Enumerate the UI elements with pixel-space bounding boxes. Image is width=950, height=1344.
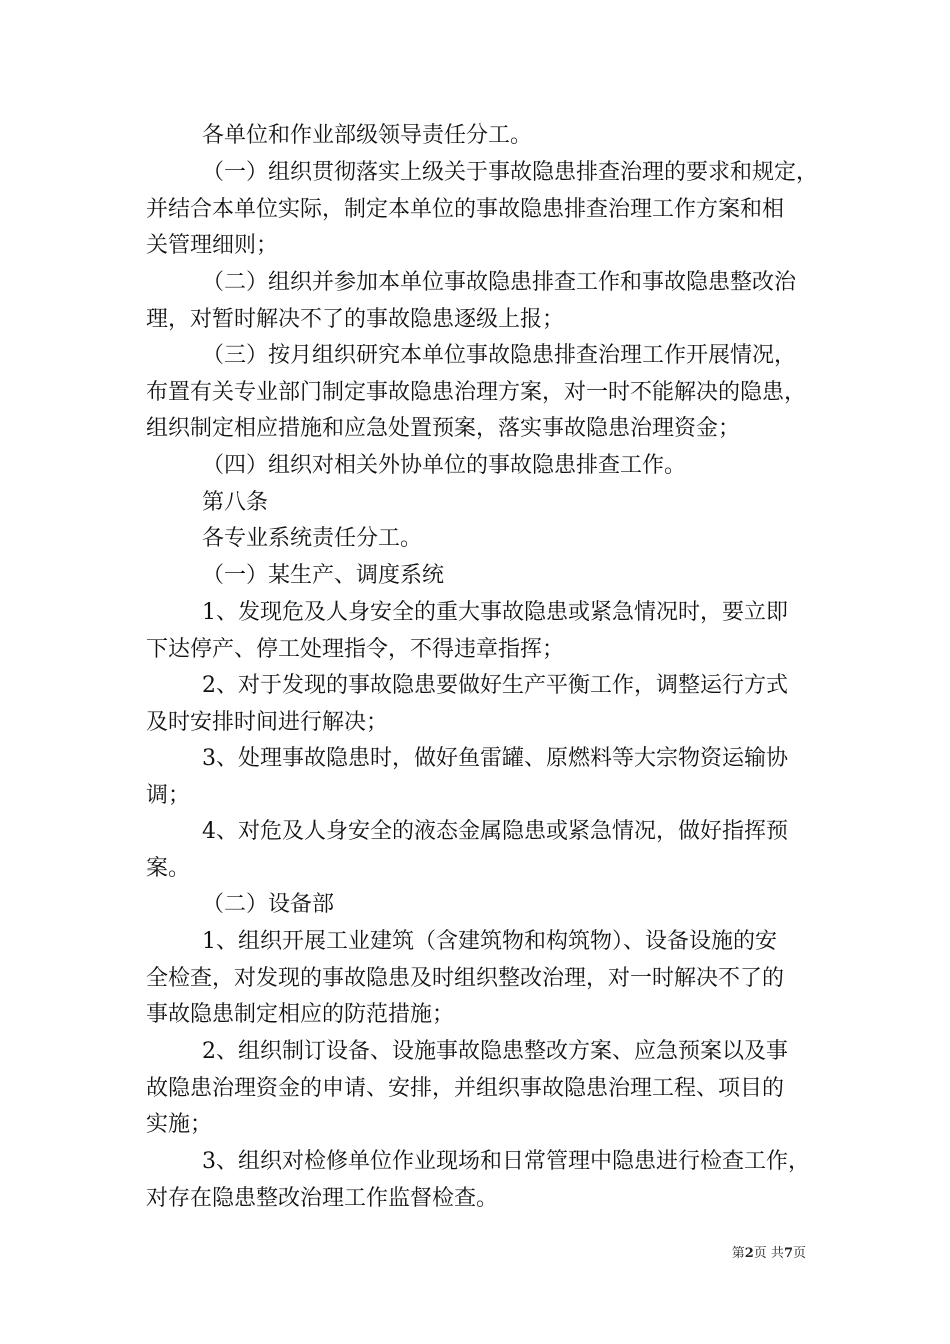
text-line: 4、对危及人身安全的液态金属隐患或紧急情况，做好指挥预 bbox=[202, 819, 788, 844]
text-line: （四）组织对相关外协单位的事故隐患排查工作。 bbox=[202, 453, 687, 478]
text-line: 实施； bbox=[146, 1112, 213, 1138]
text-line: 3、处理事故隐患时，做好鱼雷罐、原燃料等大宗物资运输协 bbox=[202, 746, 788, 771]
paragraph bbox=[0, 741, 950, 814]
text-line: 1、组织开展工业建筑（含建筑物和构筑物）、设备设施的安 bbox=[202, 929, 777, 954]
text-line: 关管理细则； bbox=[146, 233, 279, 259]
text-line: 第八条 bbox=[202, 490, 269, 515]
text-line: 3、组织对检修单位作业现场和日常管理中隐患进行检查工作， bbox=[202, 1149, 810, 1174]
text-line: 理，对暂时解决不了的事故隐患逐级上报； bbox=[146, 306, 565, 332]
page-number-footer bbox=[0, 1244, 806, 1264]
section-heading bbox=[0, 558, 950, 595]
page-suffix: 页 bbox=[792, 1246, 806, 1261]
paragraph bbox=[0, 118, 950, 155]
paragraph bbox=[0, 668, 950, 741]
text-line: （一）组织贯彻落实上级关于事故隐患排查治理的要求和规定， bbox=[202, 160, 819, 185]
text-line: 布置有关专业部门制定事故隐患治理方案，对一时不能解决的隐患， bbox=[146, 379, 807, 405]
text-line: 事故隐患制定相应的防范措施； bbox=[146, 1002, 455, 1028]
text-line: 2、组织制订设备、设施事故隐患整改方案、应急预案以及事 bbox=[202, 1039, 788, 1064]
article-heading bbox=[0, 485, 950, 522]
text-line: 各专业系统责任分工。 bbox=[202, 526, 423, 551]
paragraph bbox=[0, 595, 950, 668]
paragraph bbox=[0, 814, 950, 887]
paragraph bbox=[0, 265, 950, 338]
paragraph bbox=[0, 1034, 950, 1144]
text-line: 调； bbox=[146, 782, 191, 808]
section-heading bbox=[0, 887, 950, 924]
text-line: 全检查，对发现的事故隐患及时组织整改治理，对一时解决不了的 bbox=[146, 965, 785, 991]
page-prefix: 第 bbox=[731, 1246, 745, 1261]
text-line: 并结合本单位实际，制定本单位的事故隐患排查治理工作方案和相 bbox=[146, 196, 785, 222]
text-line: 案。 bbox=[146, 855, 191, 881]
paragraph bbox=[0, 155, 950, 265]
text-line: 组织制定相应措施和应急处置预案，落实事故隐患治理资金； bbox=[146, 416, 741, 442]
text-line: （三）按月组织研究本单位事故隐患排查治理工作开展情况， bbox=[202, 343, 797, 368]
paragraph bbox=[0, 1144, 950, 1217]
text-line: （二）组织并参加本单位事故隐患排查工作和事故隐患整改治 bbox=[202, 270, 797, 295]
total-page-number: 7 bbox=[783, 1246, 793, 1261]
text-line: （一）某生产、调度系统 bbox=[202, 563, 445, 588]
text-line: 故隐患治理资金的申请、安排，并组织事故隐患治理工程、项目的 bbox=[146, 1075, 785, 1101]
current-page-number: 2 bbox=[744, 1246, 754, 1261]
text-line: （二）设备部 bbox=[202, 892, 335, 917]
text-line: 下达停产、停工处理指令，不得违章指挥； bbox=[146, 636, 565, 662]
text-line: 1、发现危及人身安全的重大事故隐患或紧急情况时，要立即 bbox=[202, 600, 788, 625]
text-line: 及时安排时间进行解决； bbox=[146, 709, 389, 735]
text-line: 对存在隐患整改治理工作监督检查。 bbox=[146, 1185, 499, 1211]
paragraph bbox=[0, 924, 950, 1034]
paragraph bbox=[0, 448, 950, 485]
text-line: 各单位和作业部级领导责任分工。 bbox=[202, 123, 533, 148]
paragraph bbox=[0, 338, 950, 448]
text-line: 2、对于发现的事故隐患要做好生产平衡工作，调整运行方式 bbox=[202, 673, 788, 698]
page-mid: 页 共 bbox=[753, 1246, 784, 1261]
paragraph bbox=[0, 521, 950, 558]
